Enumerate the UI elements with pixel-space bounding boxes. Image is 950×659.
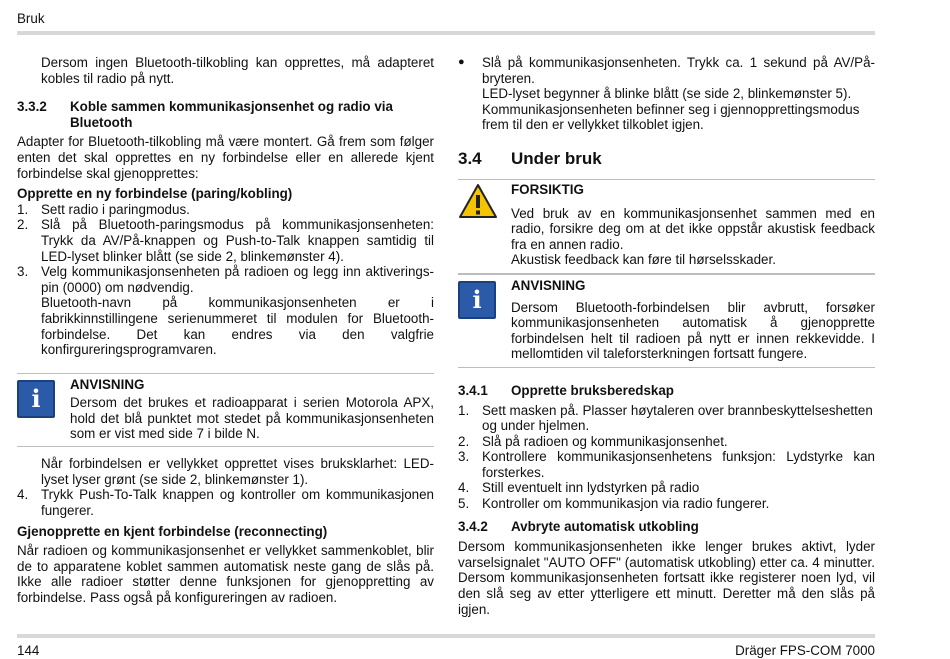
list-text: Still eventuelt inn lydstyrken på radio <box>482 480 700 496</box>
heading-title: Opprette bruksberedskap <box>511 382 674 398</box>
notice-box <box>17 373 434 447</box>
heading-3-4-2 <box>458 519 875 535</box>
usage-steps <box>458 403 875 512</box>
caution-body <box>511 182 875 268</box>
paragraph: Når radioen og kommunikasjonsenhet er vellykket sammenkoblet, blir de to apparatene koblet sammen automatisk neste gang de slås på. Ikke alle radioer støtter denne funksjonen for gjenoppretting av forbindelse. Pass også på konfigureringen av radioen. <box>17 543 434 605</box>
subheading-pairing: Opprette en ny forbindelse (paring/kobling) <box>17 186 293 202</box>
heading-number: 3.3.2 <box>17 99 47 115</box>
warning-icon <box>458 183 498 219</box>
list-item <box>17 264 434 295</box>
heading-number: 3.4.1 <box>458 382 488 398</box>
list-item <box>458 449 875 480</box>
step-3-extra: Bluetooth-navn på kommunikasjonsenheten er i fabrikkinnstillingene serienummeret til modulen for Bluetooth-forbindelse. Det kan endres via den valgfrie konfirgureringsprogramvaren. <box>41 295 434 358</box>
right-column <box>458 55 875 617</box>
heading-number: 3.4.2 <box>458 518 488 534</box>
list-number: 1. <box>17 201 29 217</box>
list-number: 2. <box>458 433 470 449</box>
list-text: Velg kommunikasjonsenheten på radioen og legg inn aktiverings-pin (0000) om nødvendig. <box>41 264 434 295</box>
list-item <box>458 496 875 512</box>
heading-title: Under bruk <box>511 148 602 168</box>
list-number: 3. <box>458 449 470 465</box>
list-number: 4. <box>17 487 29 503</box>
notice-body <box>70 377 434 442</box>
list-number: 1. <box>458 402 470 418</box>
caution-box <box>458 179 875 274</box>
list-item <box>17 202 434 218</box>
left-column <box>17 55 434 605</box>
bullet-text: Slå på kommunikasjonsenheten. Trykk ca. 1 sekund på AV/På-bryteren. <box>482 55 875 86</box>
notice-body <box>511 278 875 362</box>
list-item <box>17 217 434 264</box>
notice-text: Dersom Bluetooth-forbindelsen blir avbrutt, forsøker kommunikasjonsenheten automatisk å gjenopprette forbindelsen helt til radioen på nytt er innen rekkevidde. I mellomtiden vil taleforsterkningen fortsatt fungere. <box>511 299 875 362</box>
list-number: 2. <box>17 217 29 233</box>
list-item <box>17 487 434 518</box>
caution-text: Ved bruk av en kommunikasjonsenhet sammen med en radio, forsikre deg om at det ikke oppstår akustisk feedback fra en annen radio. <box>511 205 875 252</box>
list-number: 3. <box>17 264 29 280</box>
notice-text: Dersom det brukes et radioapparat i serien Motorola APX, hold det blå punktet mot stedet på kommunikasjonsenheten som er vist med side 7 i bilde N. <box>70 395 434 442</box>
heading-3-4 <box>458 149 875 169</box>
notice-title: ANVISNING <box>511 277 586 293</box>
bullet-extra: LED-lyset begynner å blinke blått (se side 2, blinkemønster 5). Kommunikasjonsenheten befinner seg i gjennopprettingsmodus frem til den er vellykket tilkoblet igjen. <box>482 86 860 133</box>
list-text: Sett radio i paringmodus. <box>41 201 190 217</box>
subheading-reconnect: Gjenopprette en kjent forbindelse (reconnecting) <box>17 524 328 540</box>
heading-title-line: Bluetooth <box>70 114 133 130</box>
footer-rule <box>17 634 875 638</box>
heading-title: Avbryte automatisk utkobling <box>511 518 699 534</box>
after-notice-text: Når forbindelsen er vellykket opprettet vises bruksklarhet: LED-lyset lyser grønt (se side 2, blinkemønster 1). <box>41 456 434 487</box>
list-number: 5. <box>458 496 470 512</box>
list-text: Kontroller om kommunikasjon via radio fungerer. <box>482 496 770 512</box>
running-header: Bruk <box>17 11 45 26</box>
info-icon: i <box>458 281 496 319</box>
heading-3-4-1 <box>458 383 875 399</box>
heading-title-line: Koble sammen kommunikasjonsenhet og radio via <box>70 99 393 115</box>
header-rule <box>17 31 875 35</box>
notice-box <box>458 274 875 368</box>
caution-text: Akustisk feedback kan føre til hørselsskader. <box>511 252 776 268</box>
page-number: 144 <box>17 643 40 658</box>
intro-text: Dersom ingen Bluetooth-tilkobling kan opprettes, må adapteret kobles til radio på nytt. <box>41 55 434 86</box>
bullet-item <box>458 55 875 86</box>
list-item <box>458 434 875 450</box>
paragraph: Adapter for Bluetooth-tilkobling må være montert. Gå frem som følger enten det skal opprettes en ny forbindelse eller en allerede kjent forbindelse skal gjenopprettes: <box>17 134 434 181</box>
list-text: Slå på Bluetooth-paringsmodus på kommunikasjonsenheten: Trykk da AV/På-knappen og Push-to-Talk knappen samtidig til LED-lyset blinker blått (se side 2, blinkemønster 4). <box>41 217 434 264</box>
heading-number: 3.4 <box>458 148 482 168</box>
list-item <box>458 403 875 434</box>
notice-title: ANVISNING <box>70 376 145 392</box>
info-icon: i <box>17 380 55 418</box>
paragraph: Dersom kommunikasjonsenheten ikke lenger brukes aktivt, lyder varselsignalet "AUTO OFF" (automatisk utkobling) etter ca. 4 minutter. Dersom kommunikasjonsenheten fortsatt ikke registerer noen lyd, vil den slå seg av etter ytterligere ett minutt. Deretter må den slås på igjen. <box>458 539 875 617</box>
list-text: Kontrollere kommunikasjonsenhetens funksjon: Lydstyrke kan forsterkes. <box>482 449 875 480</box>
list-text: Slå på radioen og kommunikasjonsenhet. <box>482 433 728 449</box>
heading-title <box>70 99 393 130</box>
heading-3-3-2 <box>17 99 434 130</box>
list-item <box>458 480 875 496</box>
caution-title: FORSIKTIG <box>511 181 584 197</box>
list-number: 4. <box>458 480 470 496</box>
pairing-steps <box>17 202 434 358</box>
product-name: Dräger FPS-COM 7000 <box>735 643 875 658</box>
list-text: Trykk Push-To-Talk knappen og kontroller om kommunikasjonen fungerer. <box>41 487 434 518</box>
bullet-icon: ● <box>458 56 465 68</box>
list-text: Sett masken på. Plasser høytaleren over brannbeskyttelseshetten og under hjelmen. <box>482 402 873 434</box>
